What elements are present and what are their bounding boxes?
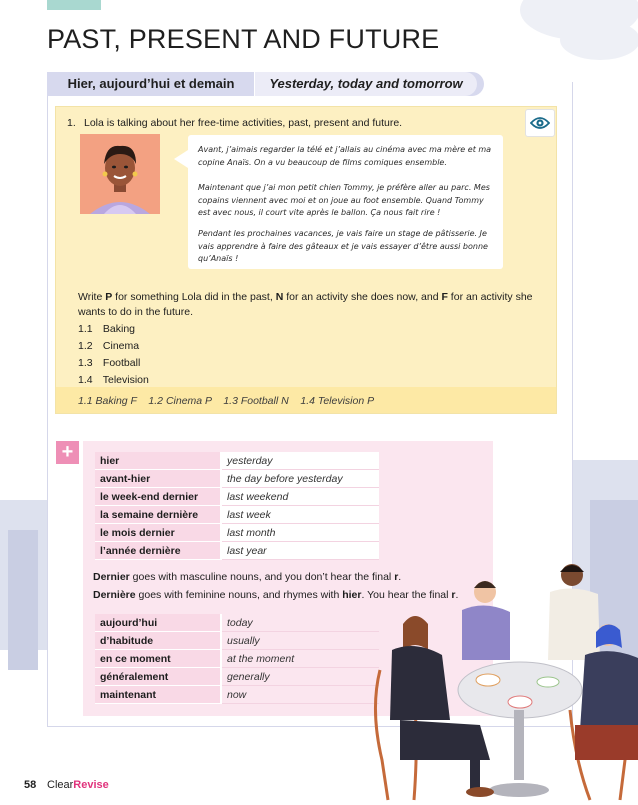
question-text: Lola is talking about her free-time activities, past, present and future. (84, 117, 403, 129)
past-time-table (95, 452, 379, 560)
page-number: 58 (24, 779, 37, 791)
option-label: Cinema (102, 340, 140, 352)
note-text: . (455, 589, 459, 601)
table-row (95, 488, 379, 506)
table-row (95, 524, 379, 542)
option-item (78, 323, 135, 335)
instruction-letter-p: P (105, 291, 113, 303)
option-number: 1.4 (78, 374, 93, 386)
table-row (95, 452, 379, 470)
option-item (78, 357, 140, 369)
speech-paragraph: Maintenant que j’ai mon petit chien Tommy, je préfère aller au parc. Mes copains viennent avec moi et on joue au foot ensemble. Quand Tommy est avec nous, il court vite après le ballon. Ça nous fait rire ! (198, 183, 490, 217)
instruction-part: for an activity she does now, and (283, 291, 442, 303)
option-label: Television (102, 374, 149, 386)
english-term: last weekend (221, 488, 379, 506)
brand-text: Clear (47, 779, 74, 791)
speech-paragraph: Pendant les prochaines vacances, je vais faire un stage de pâtisserie. Je vais apprendre à faire des gâteaux et je vais essayer d’être aussi bonne qu’Anaïs ! (198, 229, 488, 263)
option-number: 1.3 (78, 357, 93, 369)
english-term: usually (221, 632, 379, 650)
table-row (95, 686, 379, 704)
option-label: Football (102, 357, 141, 369)
option-number: 1.2 (78, 340, 93, 352)
english-term: generally (221, 668, 379, 686)
table-row (95, 506, 379, 524)
note-text: . (398, 571, 402, 583)
instruction-text (78, 290, 538, 319)
instruction-letter-n: N (275, 291, 284, 303)
exercise-card (56, 107, 556, 413)
brand-text-accent: Revise (73, 779, 109, 791)
table-row (95, 470, 379, 488)
note-keyword: Dernier (93, 571, 130, 583)
speech-paragraph: Avant, j’aimais regarder la télé et j’allais au cinéma avec ma mère et ma copine Anaïs. On a vu beaucoup de films comiques ensemble. (198, 145, 492, 167)
top-color-tab (47, 0, 101, 10)
french-term: maintenant (95, 686, 221, 704)
heading-french: Hier, aujourd’hui et demain (67, 76, 235, 91)
note-keyword: hier (342, 589, 362, 601)
instruction-letter-f: F (441, 291, 448, 303)
eye-icon (530, 116, 550, 130)
question-number: 1. (67, 117, 76, 129)
table-row (95, 632, 379, 650)
english-term: today (221, 614, 379, 632)
option-label: Baking (102, 323, 136, 335)
brand-logo (47, 779, 109, 791)
table-row (95, 542, 379, 560)
english-term: last week (221, 506, 379, 524)
plus-icon: + (56, 441, 79, 464)
english-term: last year (221, 542, 379, 560)
french-term: avant-hier (95, 470, 221, 488)
english-term: the day before yesterday (221, 470, 379, 488)
heading-english: Yesterday, today and tomorrow (255, 72, 477, 96)
instruction-part: for an activity she wants to do in the future. (78, 291, 533, 318)
french-term: hier (95, 452, 221, 470)
english-term: now (221, 686, 379, 704)
note-text: goes with masculine nouns, and you don’t hear the final (129, 571, 395, 583)
french-term: le week-end dernier (95, 488, 221, 506)
note-letter: r (394, 571, 399, 583)
answer-strip (56, 387, 556, 413)
background-building (8, 530, 38, 670)
french-term: d’habitude (95, 632, 221, 650)
reveal-answer-button[interactable] (525, 109, 555, 137)
present-time-table (95, 614, 379, 704)
avatar-illustration (80, 134, 160, 214)
table-row (95, 650, 379, 668)
french-term: généralement (95, 668, 221, 686)
note-text: . You hear the final (361, 589, 452, 601)
english-term: yesterday (221, 452, 379, 470)
cafe-friends-illustration (370, 560, 638, 805)
option-item (78, 340, 139, 352)
page-title: PAST, PRESENT AND FUTURE (47, 24, 440, 54)
french-term: aujourd’hui (95, 614, 221, 632)
note-text: goes with feminine nouns, and rhymes with (135, 589, 343, 601)
answer-text: 1.1 Baking F 1.2 Cinema P 1.3 Football N 1.4 Television P (78, 395, 375, 407)
french-term: l’année dernière (95, 542, 221, 560)
french-term: en ce moment (95, 650, 221, 668)
option-item (78, 374, 149, 386)
french-term: la semaine dernière (95, 506, 221, 524)
lola-portrait (80, 134, 160, 214)
table-row (95, 668, 379, 686)
speech-bubble (188, 135, 503, 269)
english-term: at the moment (221, 650, 379, 668)
english-term: last month (221, 524, 379, 542)
option-number: 1.1 (78, 323, 93, 335)
speech-bubble-tail (174, 150, 188, 168)
section-heading (47, 72, 484, 96)
table-row (95, 614, 379, 632)
grammar-note-dernier (93, 571, 401, 583)
instruction-part: for something Lola did in the past, (112, 291, 276, 303)
note-keyword: Dernière (93, 589, 136, 601)
background-cloud (560, 20, 638, 60)
note-letter: r (451, 589, 456, 601)
instruction-part: Write (78, 291, 106, 303)
french-term: le mois dernier (95, 524, 221, 542)
